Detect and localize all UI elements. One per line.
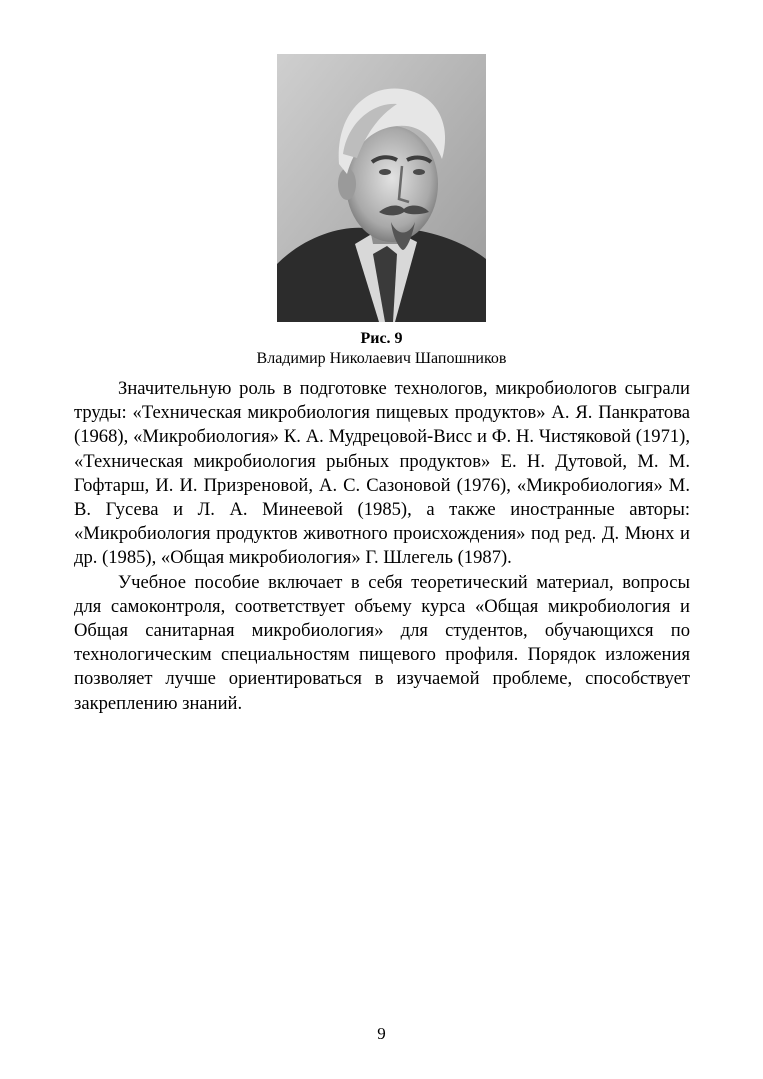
figure-number: Рис. 9 — [360, 330, 403, 347]
portrait-photo — [277, 54, 486, 322]
body-text — [74, 377, 690, 716]
figure-caption: Владимир Николаевич Шапошников — [256, 350, 507, 367]
page-number: 9 — [377, 1024, 386, 1043]
paragraph: Значительную роль в подготовке технологов, микробиологов сыграли труды: «Техническая микробиология пищевых продуктов» А. Я. Панкратова (1968), «Микробиология» К. А. Мудрецовой-Висс и Ф. Н. Чистяковой (1971), «Техническая микробиология рыбных продуктов» Е. Н. Дутовой, М. М. Гофтарш, И. И. Призреновой, А. С. Сазоновой (1976), «Микробиология» М. В. Гусева и Л. А. Минеевой (1985), а также иностранные авторы: «Микробиология продуктов животного происхождения» под ред. Д. Мюнх и др. (1985), «Общая микробиология» Г. Шлегель (1987). — [74, 378, 690, 569]
paragraph: Учебное пособие включает в себя теоретический материал, вопросы для самоконтроля, соответствует объему курса «Общая микробиология и Общая санитарная микробиология» для студентов, обучающихся по технологическим специальностям пищевого профиля. Порядок изложения позволяет лучше ориентироваться в изучаемой проблеме, способствует закреплению знаний. — [74, 571, 690, 714]
